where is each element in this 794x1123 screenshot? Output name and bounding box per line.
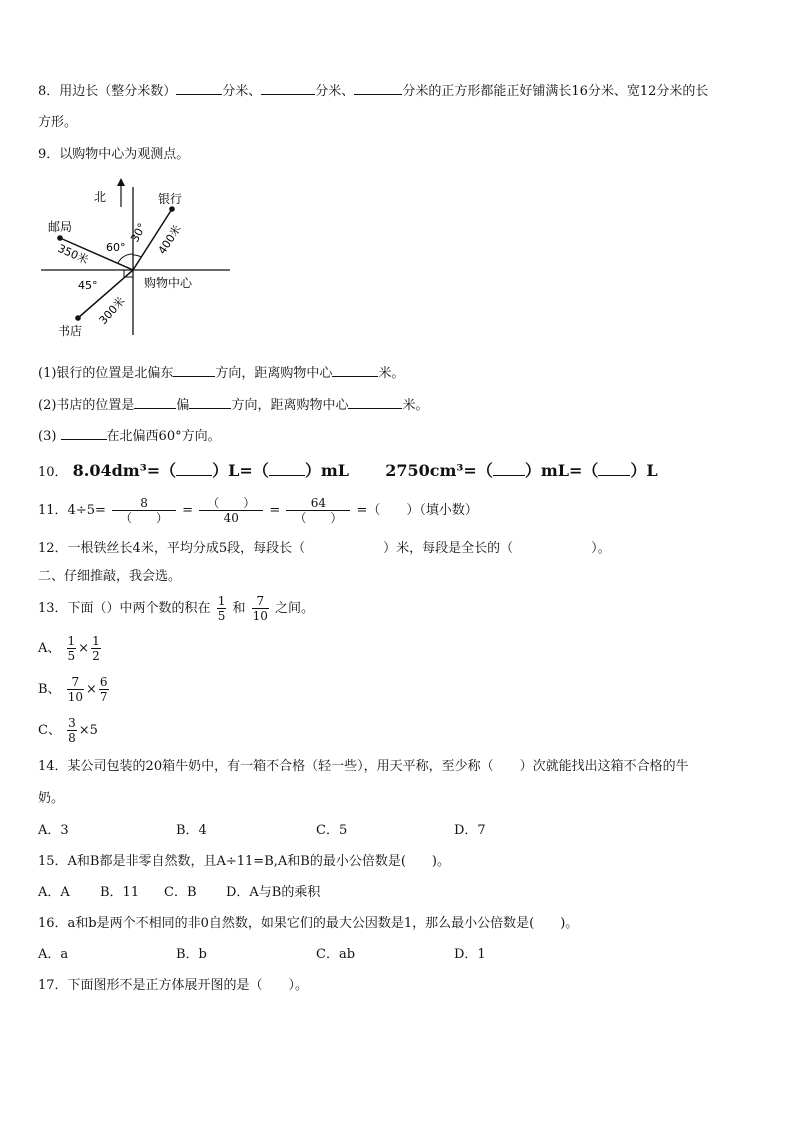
option-A[interactable]: A．a	[38, 947, 69, 962]
question-14-line2: 奶。	[38, 791, 65, 806]
bookstore-point	[75, 315, 81, 321]
question-16-options	[38, 946, 486, 963]
section-2-heading: 二、仔细推敲，我会选。	[38, 569, 182, 584]
answer-blank[interactable]	[61, 427, 107, 440]
north-label: 北	[94, 190, 107, 204]
angle-bank-label: 30°	[128, 221, 149, 245]
compass-diagram	[38, 175, 238, 345]
option-D[interactable]: D．1	[454, 947, 486, 962]
question-9-sub3: (3) 在北偏西60°方向。	[38, 429, 221, 444]
post-office-label: 邮局	[48, 220, 73, 234]
angle-post-label: 60°	[106, 241, 126, 254]
north-arrow-head	[117, 178, 125, 186]
option-D[interactable]: D．7	[454, 823, 486, 838]
answer-blank[interactable]	[598, 463, 630, 476]
dist-book-label: 300米	[96, 294, 128, 328]
fraction: $\frac{8}{( )}$	[112, 496, 176, 525]
option-C[interactable]: C、 $\frac{3}{8}$ ×5	[38, 716, 98, 745]
option-B[interactable]: B．4	[176, 823, 207, 838]
angle-arc-bank	[133, 255, 141, 257]
post-office-point	[57, 235, 63, 241]
fraction: $\frac{7}{10}$	[67, 675, 83, 704]
fraction: $\frac{6}{7}$	[99, 675, 108, 704]
option-B[interactable]: B、 $\frac{7}{10}$ × $\frac{6}{7}$	[38, 675, 108, 704]
answer-blank[interactable]	[176, 82, 222, 95]
option-C[interactable]: C．ab	[316, 947, 356, 962]
answer-blank[interactable]	[176, 463, 212, 476]
option-B[interactable]: B．11	[100, 885, 140, 900]
option-A[interactable]: A．A	[38, 885, 70, 900]
question-8-line2: 方形。	[38, 115, 78, 130]
dist-bank-label: 400米	[155, 222, 184, 257]
bookstore-label: 书店	[58, 324, 83, 338]
question-8-line1: 8．用边长（整分米数） 分米、 分米、 分米的正方形都能正好铺满长16分米、宽12分米的长	[38, 84, 709, 99]
fraction: $\frac{1}{2}$	[92, 634, 100, 663]
option-B[interactable]: B．b	[176, 947, 207, 962]
question-14-options	[38, 822, 486, 839]
answer-blank[interactable]	[354, 82, 402, 95]
question-16: 16．a和b是两个不相同的非0自然数，如果它们的最大公因数是1，那么最小公倍数是( )。	[38, 916, 579, 931]
fraction: $\frac{7}{10}$	[252, 594, 268, 623]
question-9-sub2: (2)书店的位置是 偏 方向，距离购物中心 米。	[38, 398, 429, 413]
question-11: 11．4÷5= $\frac{8}{( )}$ = $\frac{( )}{40}$ = $\frac{64}{( )}$ =（ ）（填小数）	[38, 496, 478, 525]
option-C[interactable]: C．B	[164, 885, 197, 900]
answer-blank[interactable]	[269, 463, 305, 476]
answer-blank[interactable]	[173, 364, 215, 377]
answer-blank[interactable]	[261, 82, 315, 95]
answer-blank[interactable]	[348, 396, 402, 409]
fraction: $\frac{3}{8}$	[68, 716, 76, 745]
option-A[interactable]: A．3	[38, 823, 69, 838]
bank-label: 银行	[158, 192, 183, 206]
dist-post-label: 350米	[55, 241, 91, 267]
question-9-title: 9．以购物中心为观测点。	[38, 147, 190, 162]
question-10: 10． 8.04dm³=（ ）L=（ ）mL 2750cm³=（ ）mL=（ ）L	[38, 461, 658, 480]
question-12: 12．一根铁丝长4米，平均分成5段，每段长（ ）米，每段是全长的（ ）。	[38, 541, 611, 556]
fraction: $\frac{1}{5}$	[217, 594, 226, 623]
question-13: 13．下面（）中两个数的积在 $\frac{1}{5}$ 和 $\frac{7}{10}$ 之间。	[38, 594, 315, 623]
question-15: 15．A和B都是非零自然数，且A÷11=B,A和B的最小公倍数是( )。	[38, 854, 450, 869]
option-A[interactable]: A、 $\frac{1}{5}$ × $\frac{1}{2}$	[38, 634, 100, 663]
fraction: $\frac{( )}{40}$	[199, 496, 263, 525]
fraction: $\frac{64}{( )}$	[286, 496, 350, 525]
answer-blank[interactable]	[493, 463, 525, 476]
angle-book-label: 45°	[78, 279, 98, 292]
question-9-sub1: (1)银行的位置是北偏东 方向，距离购物中心 米。	[38, 366, 405, 381]
fraction: $\frac{1}{5}$	[67, 634, 76, 663]
option-C[interactable]: C．5	[316, 823, 348, 838]
answer-blank[interactable]	[189, 396, 231, 409]
answer-blank[interactable]	[134, 396, 176, 409]
center-label: 购物中心	[144, 276, 193, 290]
angle-arc-post	[118, 254, 133, 263]
bank-point	[169, 206, 175, 212]
question-14-line1: 14．某公司包装的20箱牛奶中，有一箱不合格（轻一些），用天平称，至少称（ ）次就能找出这箱不合格的牛	[38, 759, 689, 774]
option-D[interactable]: D．A与B的乘积	[226, 885, 321, 900]
question-15-options	[38, 884, 320, 901]
answer-blank[interactable]	[332, 364, 378, 377]
question-17: 17．下面图形不是正方体展开图的是（ ）。	[38, 978, 309, 993]
